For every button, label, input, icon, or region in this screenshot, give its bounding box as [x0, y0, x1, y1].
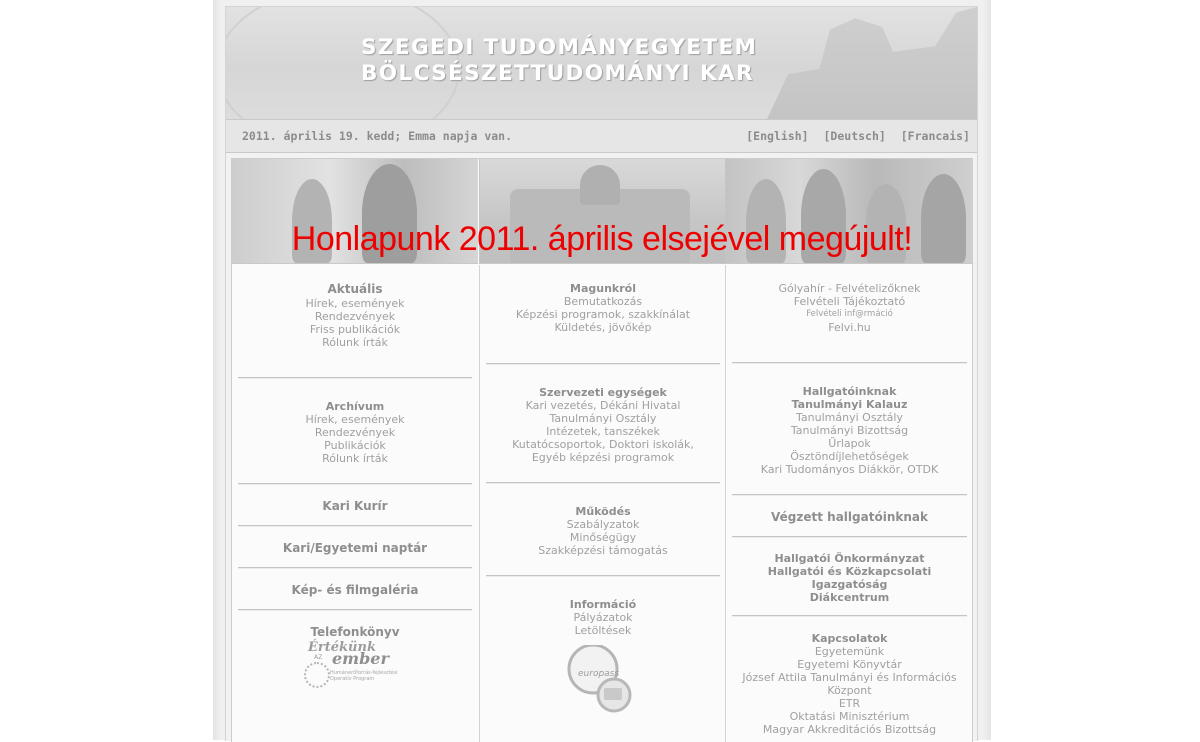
- separator: [238, 525, 472, 527]
- page-frame: [225, 6, 978, 741]
- mukodes-link-szakkepzesi[interactable]: Szakképzési támogatás: [538, 544, 668, 557]
- separator: [238, 609, 472, 611]
- informacio-heading[interactable]: Információ: [569, 598, 637, 611]
- mukodes-heading[interactable]: Működés: [575, 505, 631, 518]
- magunkrol-link-kuldetes[interactable]: Küldetés, jövőkép: [554, 321, 652, 334]
- info-bar: [226, 119, 977, 153]
- golyahir-link[interactable]: Gólyahír - Felvételizőknek: [778, 282, 921, 295]
- section-golyahir: [732, 282, 967, 334]
- szervezeti-link-tanulmanyi[interactable]: Tanulmányi Osztály: [549, 412, 657, 425]
- separator: [486, 363, 720, 365]
- diakcentrum-link[interactable]: Diákcentrum: [809, 591, 890, 604]
- section-magunkrol: [486, 282, 720, 334]
- banner-building-image: [767, 7, 977, 119]
- section-vegzett: [732, 510, 967, 525]
- section-telefonkonyv: [238, 625, 472, 640]
- separator: [732, 362, 967, 364]
- kapcsolatok-link-egyetemunk[interactable]: Egyetemünk: [814, 645, 885, 658]
- magunkrol-link-kepzesi[interactable]: Képzési programok, szakkínálat: [515, 308, 691, 321]
- kapcsolatok-link-etr[interactable]: ETR: [838, 697, 861, 710]
- separator: [732, 494, 967, 496]
- hallgatoi-link-tanulmanyi-bizottsag[interactable]: Tanulmányi Bizottság: [790, 424, 909, 437]
- kari-kurir-link[interactable]: Kari Kurír: [322, 499, 388, 513]
- kapcsolatok-link-kozpont[interactable]: Központ: [827, 684, 872, 697]
- site-title-line2: BÖLCSÉSZETTUDOMÁNYI KAR: [361, 61, 755, 86]
- aktualis-link-rendezvenyek[interactable]: Rendezvények: [314, 310, 396, 323]
- archivum-link-hirek[interactable]: Hírek, események: [305, 413, 405, 426]
- felvi-link[interactable]: Felvi.hu: [828, 321, 871, 334]
- archivum-link-rendezvenyek[interactable]: Rendezvények: [314, 426, 396, 439]
- section-mukodes: [486, 505, 720, 557]
- site-title-line1: SZEGEDI TUDOMÁNYEGYETEM: [361, 35, 758, 60]
- header-banner: [226, 7, 977, 119]
- magunkrol-heading[interactable]: Magunkról: [570, 282, 636, 295]
- igazgatosag-link[interactable]: Igazgatóság: [811, 578, 888, 591]
- europass-icon: [566, 645, 636, 715]
- ertekunk-az-ember-logo[interactable]: Értékünk ember Humánerőforrás-fejlesztési Operatív Program AZ: [304, 640, 404, 688]
- szervezeti-link-egyeb[interactable]: Egyéb képzési programok: [531, 451, 675, 464]
- aktualis-link-rolunk[interactable]: Rólunk írták: [322, 336, 388, 349]
- szervezeti-link-kari-vezetes[interactable]: Kari vezetés, Dékáni Hivatal: [525, 399, 681, 412]
- lang-english-link[interactable]: [English]: [746, 129, 809, 143]
- lang-deutsch-link[interactable]: [Deutsch]: [823, 129, 886, 143]
- hallgatoinknak-heading[interactable]: Hallgatóinknak: [802, 385, 897, 398]
- separator: [238, 483, 472, 485]
- mukodes-link-minosegugy[interactable]: Minőségügy: [569, 531, 637, 544]
- aktualis-link-hirek[interactable]: Hírek, események: [305, 297, 405, 310]
- archivum-link-rolunk[interactable]: Rólunk írták: [322, 452, 388, 465]
- separator: [732, 536, 967, 538]
- section-kapcsolatok: [732, 632, 967, 736]
- separator: [238, 377, 472, 379]
- informacio-link-letoltesek[interactable]: Letöltések: [574, 624, 632, 637]
- separator: [732, 615, 967, 617]
- aktualis-heading[interactable]: Aktuális: [327, 282, 383, 296]
- szervezeti-link-kutatocsoportok[interactable]: Kutatócsoportok, Doktori iskolák,: [512, 438, 694, 451]
- informacio-link-palyazatok[interactable]: Pályázatok: [573, 611, 633, 624]
- felveteli-tajekoztato-link[interactable]: Felvételi Tájékoztató: [793, 295, 906, 308]
- galeria-link[interactable]: Kép- és filmgaléria: [291, 583, 419, 597]
- column-middle: [479, 265, 726, 742]
- section-naptar: [238, 541, 472, 556]
- szervezeti-link-intezetek[interactable]: Intézetek, tanszékek: [546, 425, 660, 438]
- kapcsolatok-link-jate[interactable]: József Attila Tanulmányi és Információs: [742, 671, 957, 684]
- magunkrol-link-bemutatkozas[interactable]: Bemutatkozás: [563, 295, 643, 308]
- site-title[interactable]: [361, 35, 757, 87]
- hallgatoi-link-tdk[interactable]: Kari Tudományos Diákkör, OTDK: [760, 463, 939, 476]
- hallgatoi-link-urlapok[interactable]: Űrlapok: [828, 437, 871, 450]
- separator: [486, 482, 720, 484]
- column-left: [232, 265, 478, 742]
- vegzett-link[interactable]: Végzett hallgatóinknak: [771, 510, 928, 524]
- tanulmanyi-kalauz-heading[interactable]: Tanulmányi Kalauz: [791, 398, 908, 411]
- section-hallgatoinknak: [732, 385, 967, 476]
- section-galeria: [238, 583, 472, 598]
- naptar-link[interactable]: Kari/Egyetemi naptár: [282, 541, 428, 555]
- aktualis-link-publikaciok[interactable]: Friss publikációk: [309, 323, 401, 336]
- announcement-headline: Honlapunk 2011. április elsejével megújult!: [291, 220, 913, 258]
- mukodes-link-szabalyzatok[interactable]: Szabályzatok: [566, 518, 640, 531]
- lang-francais-link[interactable]: [Francais]: [900, 129, 970, 143]
- section-aktualis: [238, 282, 472, 349]
- kapcsolatok-heading[interactable]: Kapcsolatok: [811, 632, 888, 645]
- column-right: [725, 265, 973, 742]
- section-kari-kurir: [238, 499, 472, 514]
- language-links: [738, 129, 970, 143]
- kapcsolatok-link-konyvtar[interactable]: Egyetemi Könyvtár: [797, 658, 902, 671]
- kapcsolatok-link-mab[interactable]: Magyar Akkreditációs Bizottság: [762, 723, 937, 736]
- date-text: 2011. április 19. kedd; Emma napja van.: [242, 129, 513, 143]
- section-szervezeti: [486, 386, 720, 464]
- main-content: [231, 158, 973, 742]
- europass-logo[interactable]: [566, 645, 636, 715]
- szervezeti-heading[interactable]: Szervezeti egységek: [539, 386, 667, 399]
- archivum-heading[interactable]: Archívum: [325, 400, 385, 413]
- kozkapcsolati-link[interactable]: Hallgatói és Közkapcsolati: [767, 565, 932, 578]
- archivum-link-publikaciok[interactable]: Publikációk: [324, 439, 386, 452]
- hallgatoi-link-osztondij[interactable]: Ösztöndíjlehetőségek: [790, 450, 909, 463]
- onkormanyzat-link[interactable]: Hallgatói Önkormányzat: [774, 552, 925, 565]
- section-archivum: [238, 400, 472, 465]
- telefonkonyv-link[interactable]: Telefonkönyv: [310, 625, 400, 639]
- separator: [486, 575, 720, 577]
- hallgatoi-link-tanulmanyi-osztaly[interactable]: Tanulmányi Osztály: [796, 411, 903, 424]
- svg-text:europass: europass: [578, 669, 620, 679]
- kapcsolatok-link-minisztérium[interactable]: Oktatási Minisztérium: [789, 710, 910, 723]
- section-onkormanyzat: [732, 552, 967, 604]
- felveteli-informacio-link[interactable]: Felvételi inf@rmáció: [806, 309, 893, 319]
- section-informacio: [486, 598, 720, 637]
- separator: [238, 567, 472, 569]
